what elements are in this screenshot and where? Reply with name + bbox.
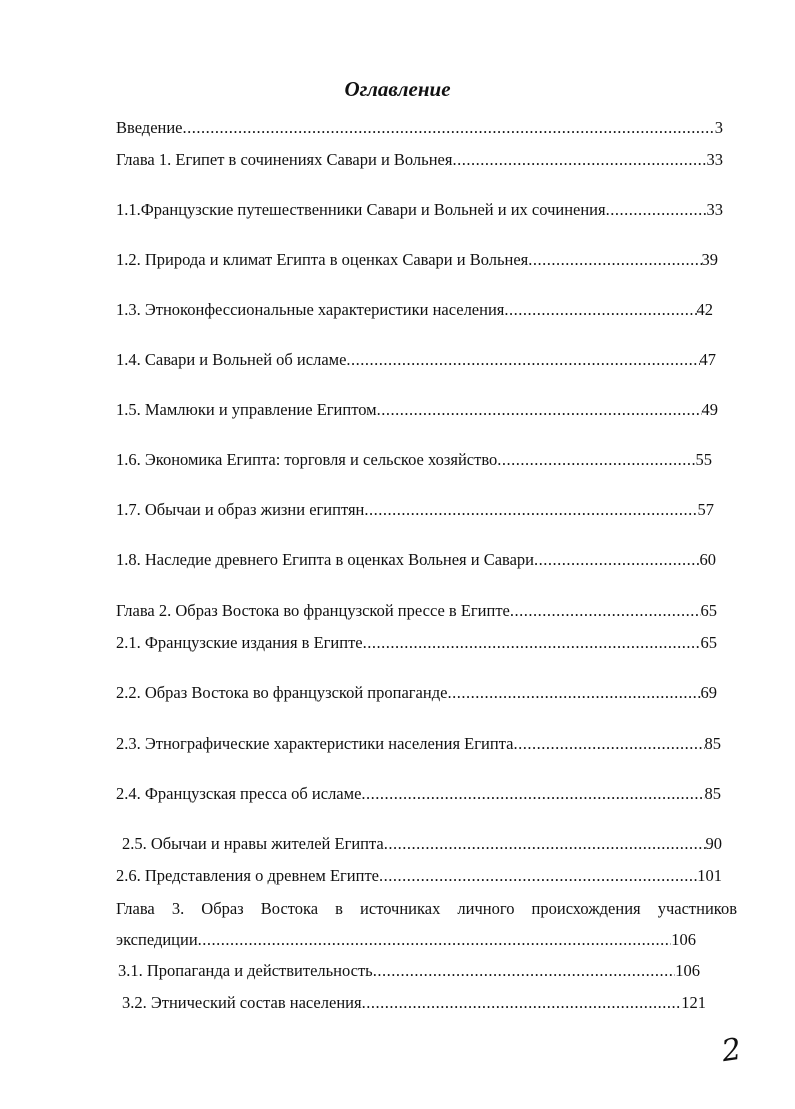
toc-entry-1-5[interactable] <box>116 400 718 420</box>
toc-entry-2-4[interactable] <box>116 784 721 804</box>
toc-entry-2-6[interactable] <box>116 866 722 886</box>
toc-entry-page: 85 <box>704 734 721 753</box>
toc-entry-text: Введение <box>116 118 183 137</box>
toc-entry-page: 39 <box>701 250 718 269</box>
toc-entry-page: 42 <box>696 300 713 319</box>
toc-entry-text: 1.2. Природа и климат Египта в оценках Савари и Вольнея <box>116 250 529 269</box>
toc-entry-text: 1.6. Экономика Египта: торговля и сельское хозяйство <box>116 450 498 469</box>
toc-entry-2-5[interactable] <box>122 834 722 854</box>
toc-entry-text: 1.8. Наследие древнего Египта в оценках Вольнея и Савари <box>116 550 535 569</box>
toc-entry-page: 85 <box>704 784 721 803</box>
toc-entry-page: 55 <box>695 450 712 469</box>
toc-entry-text: Глава 1. Египет в сочинениях Савари и Вольнея <box>116 150 453 169</box>
toc-entry-1-4[interactable] <box>116 350 716 370</box>
toc-entry-1-6[interactable] <box>116 450 712 470</box>
toc-entry-text: 3.2. Этнический состав населения <box>122 993 362 1012</box>
toc-entry-2-1[interactable] <box>116 633 717 653</box>
toc-entry-text: 2.2. Образ Востока во французской пропаганде <box>116 683 448 702</box>
toc-entry-text: 1.5. Мамлюки и управление Египтом <box>116 400 377 419</box>
toc-entry-page: 33 <box>706 200 723 219</box>
toc-entry-text: 2.5. Обычаи и нравы жителей Египта <box>122 834 384 853</box>
toc-entry-text: 1.4. Савари и Вольней об исламе <box>116 350 347 369</box>
toc-entry-page: 106 <box>675 961 700 980</box>
toc-entry-page: 47 <box>699 350 716 369</box>
toc-entry-page: 90 <box>705 834 722 853</box>
toc-entry-text: 2.4. Французская пресса об исламе <box>116 784 362 803</box>
toc-entry-page: 65 <box>700 601 717 620</box>
toc-entry-2-3[interactable] <box>116 734 721 754</box>
toc-entry-page: 49 <box>701 400 718 419</box>
toc-entry-page: 57 <box>697 500 714 519</box>
toc-entry-chapter-3-heading[interactable]: Глава 3. Образ Востока в источниках личного происхождения участников <box>116 899 737 918</box>
toc-entry-text: 2.1. Французские издания в Египте <box>116 633 363 652</box>
toc-entry-3-1[interactable] <box>118 961 700 981</box>
toc-entry-page: 121 <box>681 993 706 1012</box>
toc-entry-1-2[interactable] <box>116 250 718 270</box>
toc-entry-page: 33 <box>706 150 723 169</box>
toc-entry-page: 106 <box>671 930 696 949</box>
toc-entry-text: 1.1.Французские путешественники Савари и Вольней и их сочинения <box>116 200 606 219</box>
page-title: Оглавление <box>344 77 451 101</box>
toc-entry-intro[interactable] <box>116 118 723 138</box>
toc-entry-page: 3 <box>714 118 723 137</box>
toc-entry-1-7[interactable] <box>116 500 714 520</box>
toc-entry-text: экспедиции <box>116 930 198 949</box>
toc-entry-text: 2.3. Этнографические характеристики населения Египта <box>116 734 514 753</box>
toc-entry-page: 60 <box>699 550 716 569</box>
toc-entry-page: 69 <box>700 683 717 702</box>
toc-entry-chapter-3[interactable] <box>116 930 696 950</box>
handwritten-page-number: 2 <box>719 1031 744 1070</box>
toc-entry-3-2[interactable] <box>122 993 706 1013</box>
toc-entry-1-3[interactable] <box>116 300 713 320</box>
toc-entry-1-8[interactable] <box>116 550 716 570</box>
toc-entry-1-1[interactable] <box>116 200 723 220</box>
toc-entry-text: 1.7. Обычаи и образ жизни египтян <box>116 500 365 519</box>
toc-entry-chapter-1[interactable] <box>116 150 723 170</box>
toc-entry-text: 3.1. Пропаганда и действительность <box>118 961 373 980</box>
toc-entry-2-2[interactable] <box>116 683 717 703</box>
toc-entry-text: Глава 2. Образ Востока во французской прессе в Египте <box>116 601 510 620</box>
toc-entry-page: 101 <box>697 866 722 885</box>
toc-entry-chapter-2[interactable] <box>116 601 717 621</box>
toc-entry-page: 65 <box>700 633 717 652</box>
toc-entry-text: 2.6. Представления о древнем Египте <box>116 866 380 885</box>
toc-entry-text: 1.3. Этноконфессиональные характеристики населения <box>116 300 505 319</box>
